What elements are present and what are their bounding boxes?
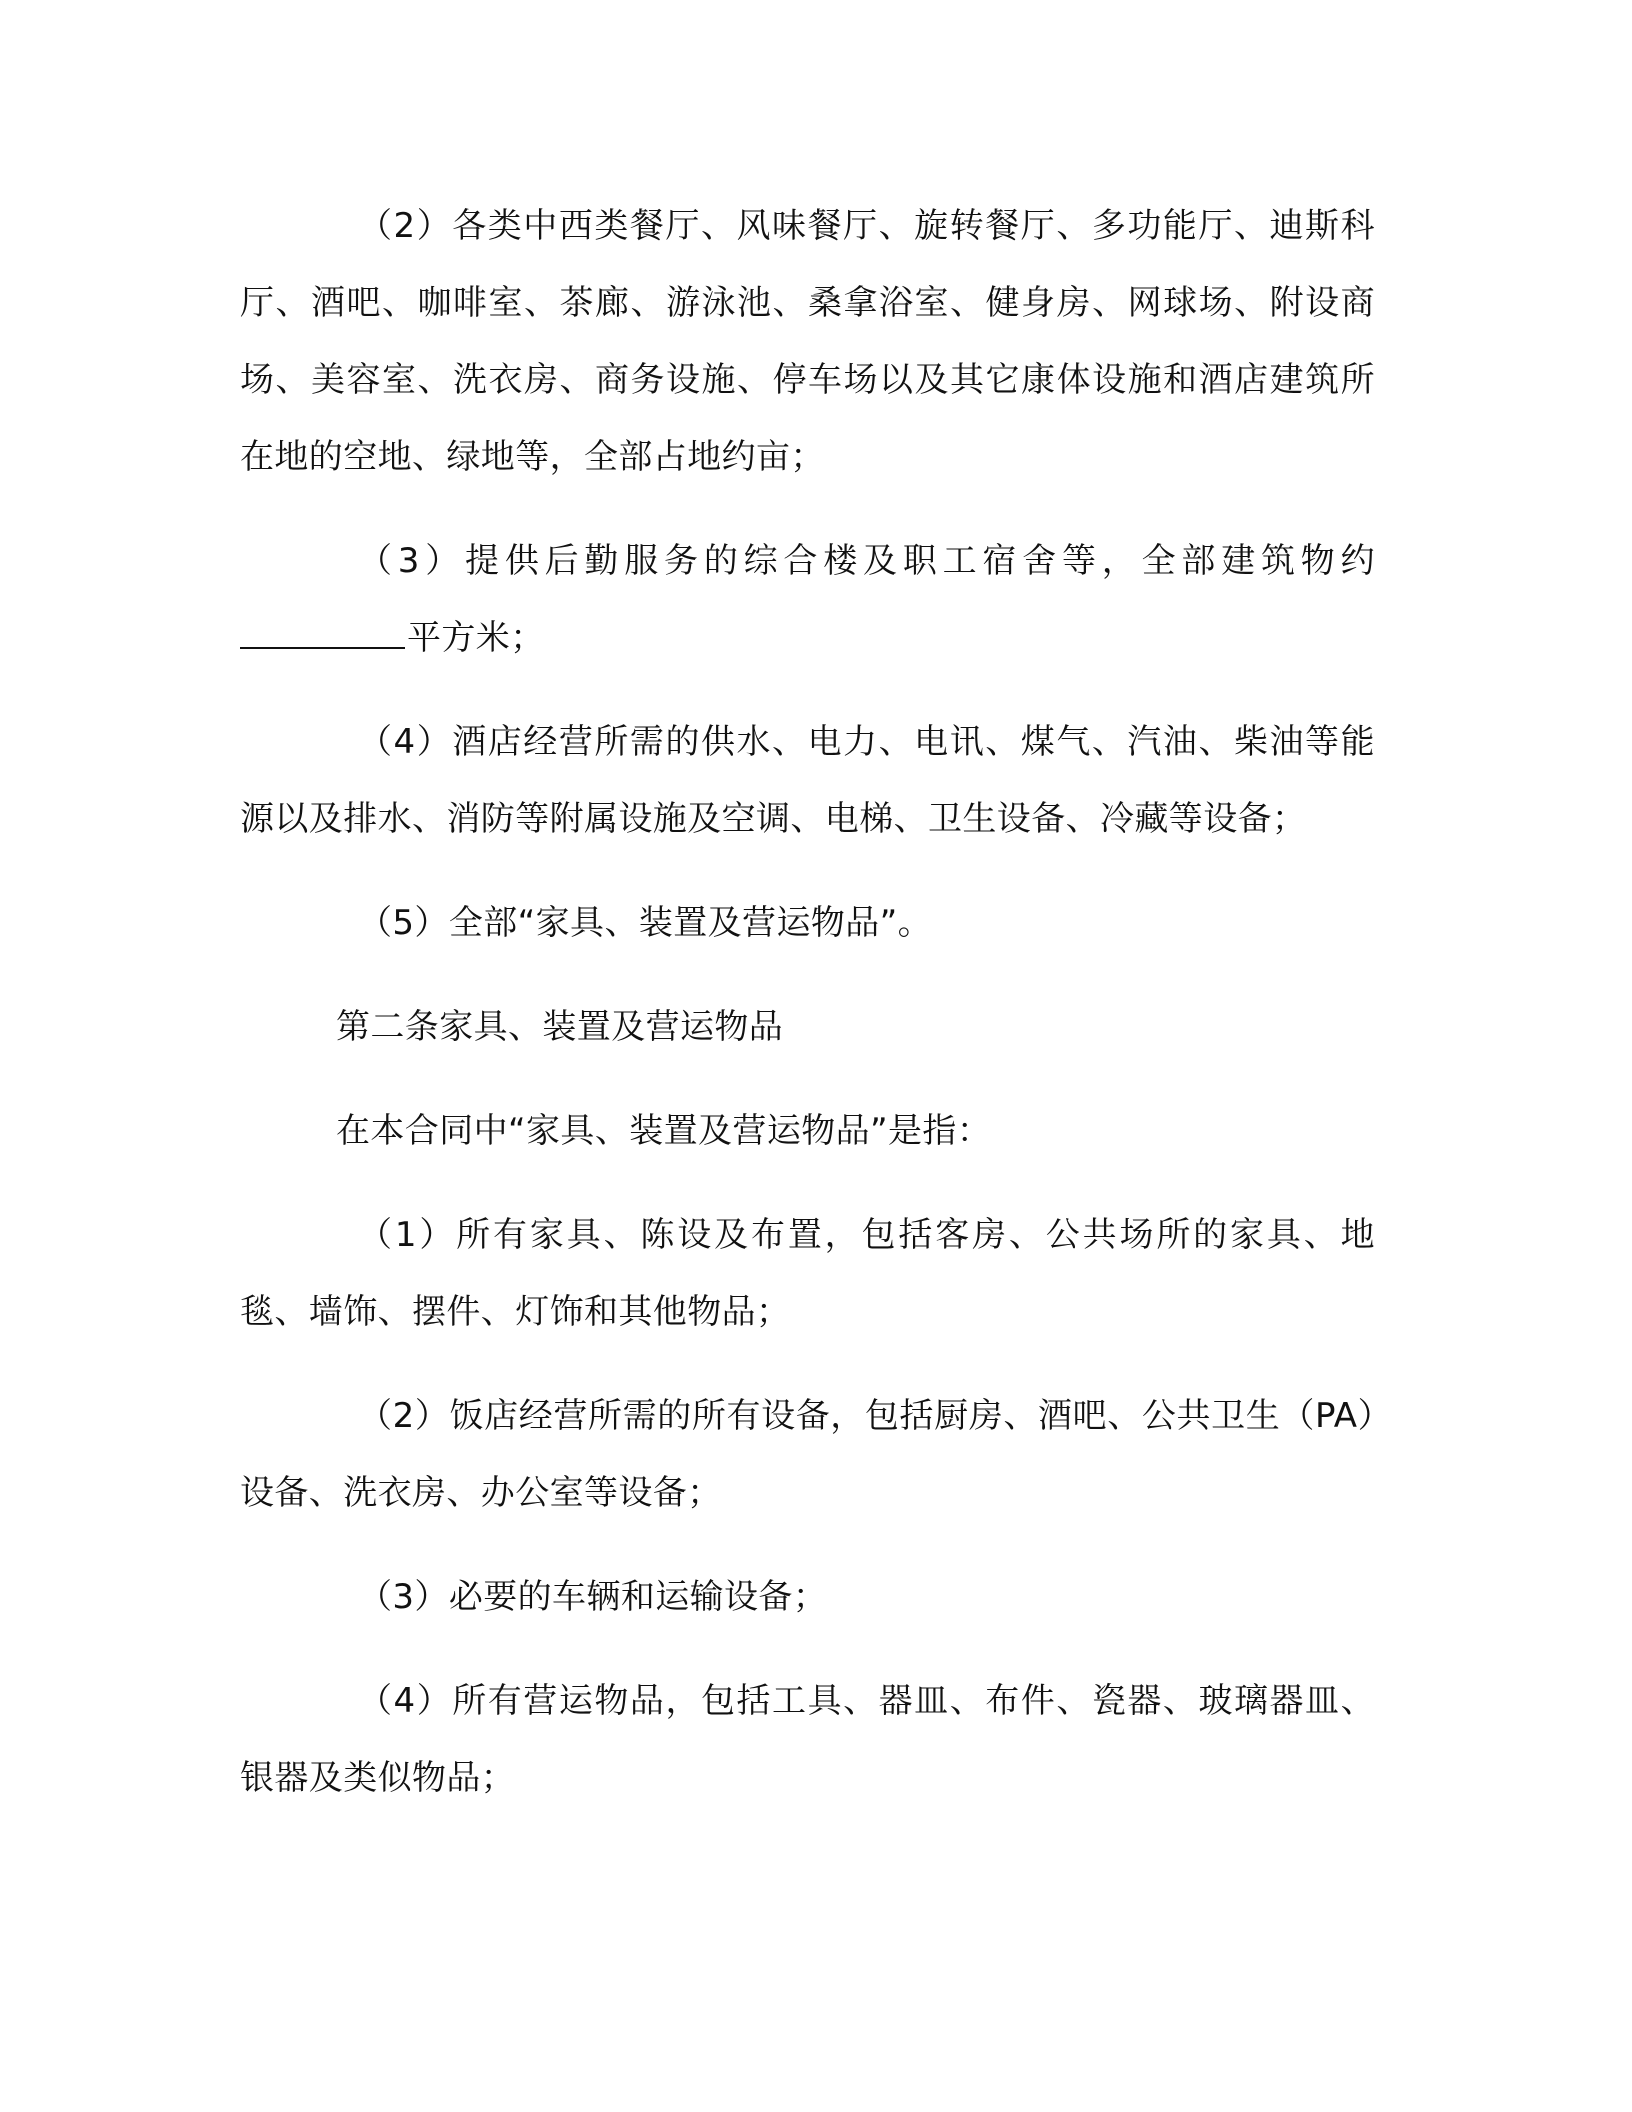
- paragraph-item-5-furniture: （5）全部“家具、装置及营运物品”。: [358, 903, 933, 943]
- paragraph-definition-intro: 在本合同中“家具、装置及营运物品”是指：: [336, 1111, 992, 1151]
- section-heading-article-2: 第二条家具、装置及营运物品: [336, 1007, 784, 1047]
- paragraph-def-item-4: （4）所有营运物品，包括工具、器皿、布件、瓷器、玻璃器皿、银器及类似物品；: [240, 1681, 1375, 1798]
- paragraph-def-item-1: （1）所有家具、陈设及布置，包括客房、公共场所的家具、地毯、墙饰、摆件、灯饰和其他物品；: [240, 1215, 1375, 1332]
- fill-in-blank: [240, 621, 405, 649]
- paragraph-def-item-2: （2）饭店经营所需的所有设备，包括厨房、酒吧、公共卫生（PA）设备、洗衣房、办公室等设备；: [240, 1396, 1375, 1513]
- paragraph-item-3-support-buildings: [240, 523, 1375, 677]
- paragraph-item-4-utilities: （4）酒店经营所需的供水、电力、电讯、煤气、汽油、柴油等能源以及排水、消防等附属设施及空调、电梯、卫生设备、冷藏等设备；: [240, 722, 1375, 839]
- paragraph-item-2-restaurants: （2）各类中西类餐厅、风味餐厅、旋转餐厅、多功能厅、迪斯科厅、酒吧、咖啡室、茶廊、游泳池、桑拿浴室、健身房、网球场、附设商场、美容室、洗衣房、商务设施、停车场以及其它康体设施和酒店建筑所在地的空地、绿地等，全部占地约亩；: [240, 206, 1375, 477]
- paragraph-text-after-blank: 平方米；: [407, 618, 545, 658]
- paragraph-text-before-blank: （3）提供后勤服务的综合楼及职工宿舍等，全部建筑物约: [358, 541, 1375, 581]
- paragraph-def-item-3: （3）必要的车辆和运输设备；: [358, 1577, 828, 1617]
- document-body: [240, 188, 1375, 1844]
